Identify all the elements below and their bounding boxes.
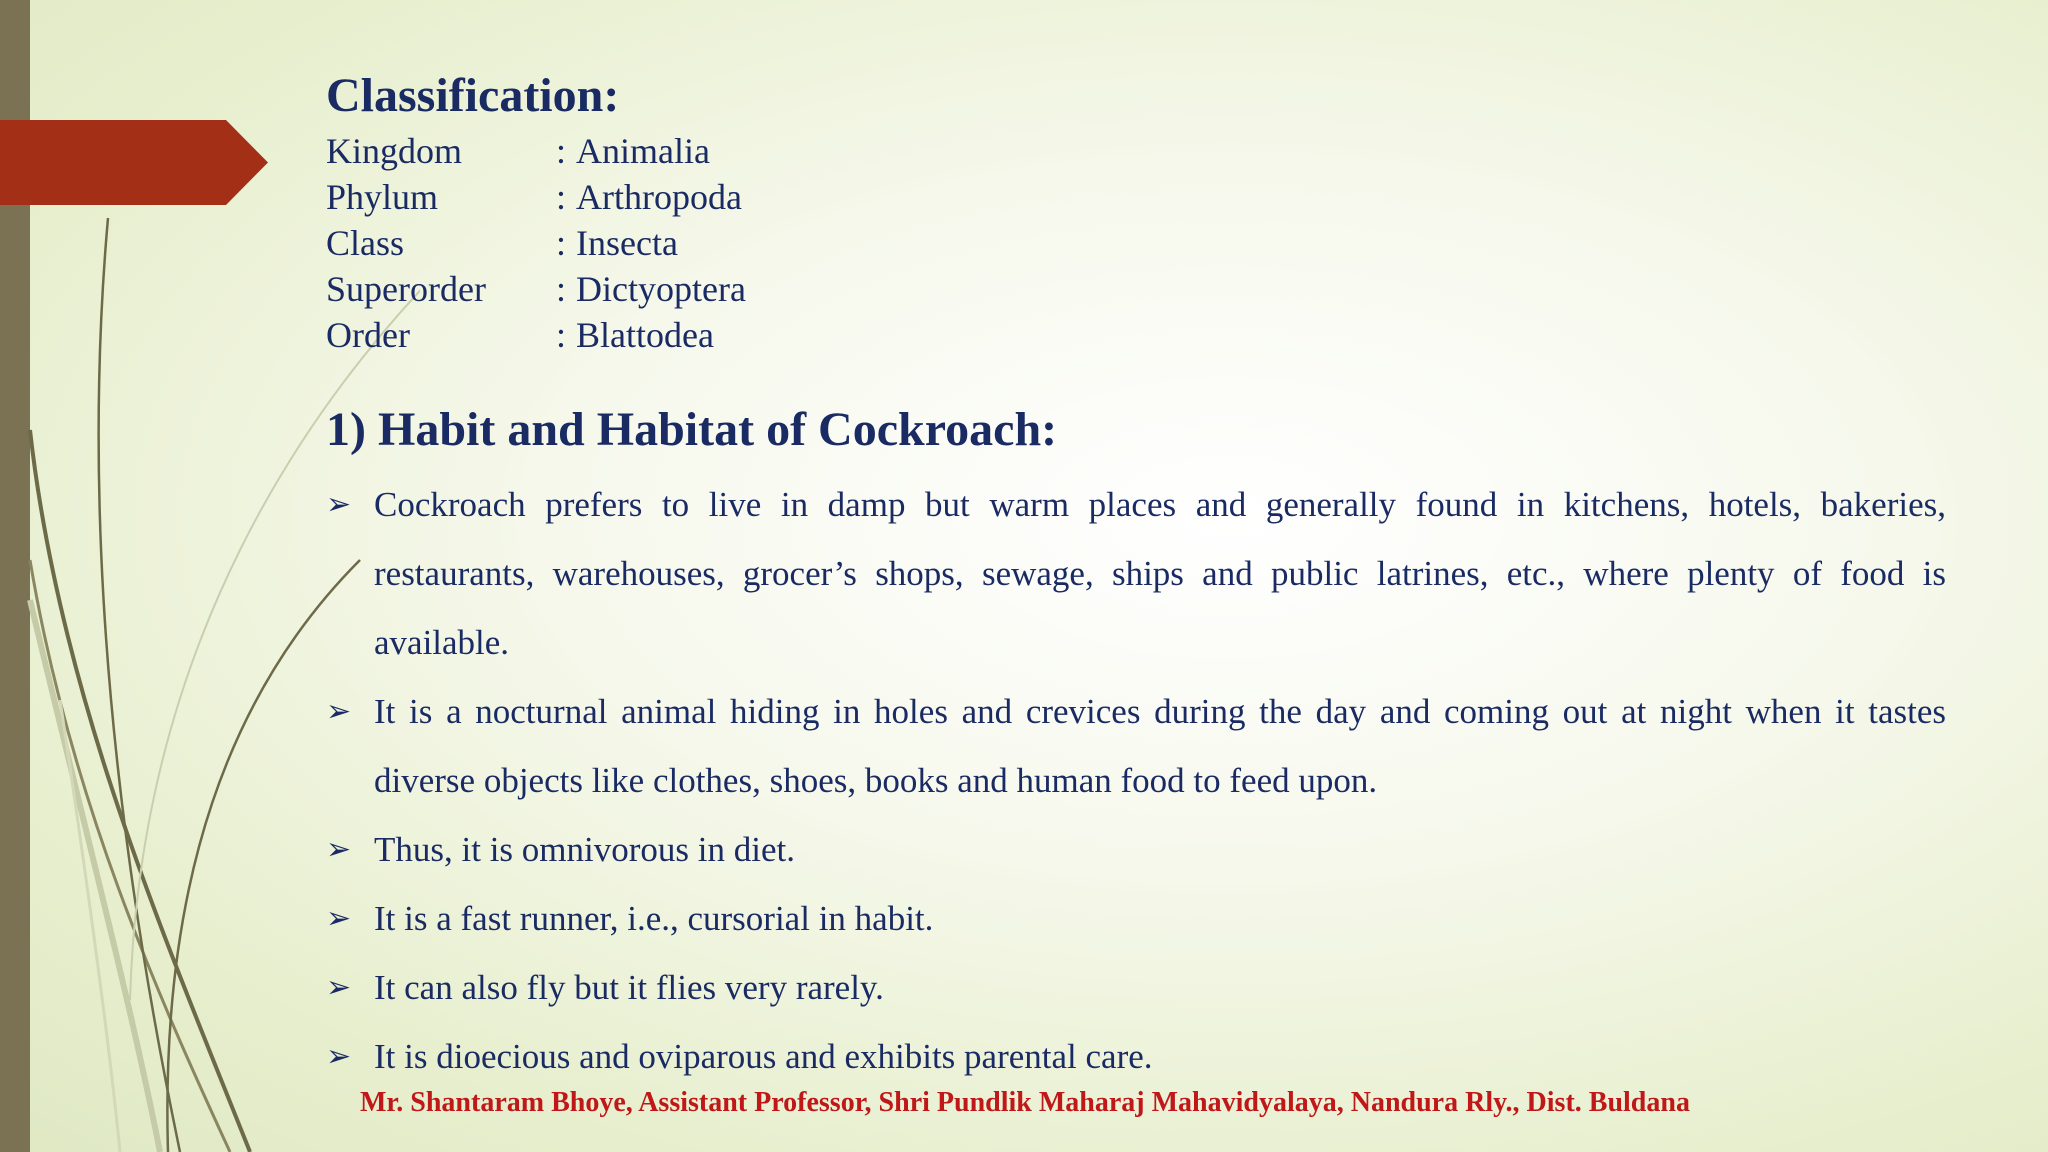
classification-rank: Superorder: [326, 269, 486, 309]
arrow-bullet-icon: ➢: [326, 901, 352, 936]
arrow-bullet-icon: ➢: [326, 694, 352, 729]
classification-value: Arthropoda: [576, 177, 742, 217]
arrow-bullet-icon: ➢: [326, 487, 352, 522]
bullet-item: [326, 1022, 1946, 1091]
bullet-item: [326, 470, 1946, 677]
author-footer: Mr. Shantaram Bhoye, Assistant Professor, Shri Pundlik Maharaj Mahavidyalaya, Nandura Rly., Dist. Buldana: [360, 1087, 1690, 1118]
classification-rank: Kingdom: [326, 131, 463, 171]
bullet-item: [326, 953, 1946, 1022]
red-arrow-banner: [0, 120, 268, 205]
bullet-text: It is a fast runner, i.e., cursorial in habit.: [374, 899, 934, 938]
bullet-item: [326, 677, 1946, 815]
arrow-bullet-icon: ➢: [326, 970, 352, 1005]
bullet-text: It is dioecious and oviparous and exhibits parental care.: [374, 1037, 1153, 1076]
habit-habitat-title: 1) Habit and Habitat of Cockroach:: [326, 403, 1058, 456]
classification-rank: Class: [326, 223, 405, 263]
classification-colon: :: [556, 269, 567, 309]
classification-rank: Phylum: [326, 177, 439, 217]
habit-bullet-list: [326, 470, 1946, 1091]
arrow-bullet-icon: ➢: [326, 1039, 352, 1074]
classification-value: Animalia: [576, 131, 710, 171]
classification-colon: :: [556, 315, 567, 355]
bullet-item: [326, 884, 1946, 953]
classification-colon: :: [556, 223, 567, 263]
bullet-item: [326, 815, 1946, 884]
classification-rank: Order: [326, 315, 410, 355]
classification-colon: :: [556, 131, 567, 171]
classification-value: Blattodea: [576, 315, 714, 355]
bullet-text: It can also fly but it flies very rarely.: [374, 968, 884, 1007]
classification-colon: :: [556, 177, 567, 217]
classification-title: Classification:: [326, 69, 620, 122]
bullet-text: It is a nocturnal animal hiding in holes and crevices during the day and coming out at night when it tastes diverse objects like clothes, shoes, books and human food to feed upon.: [374, 692, 1946, 800]
bullet-text: Cockroach prefers to live in damp but warm places and generally found in kitchens, hotels, bakeries, restaurants, warehouses, grocer’s shops, sewage, ships and public latrines, etc., where plenty of food is available.: [374, 485, 1946, 662]
classification-value: Dictyoptera: [576, 269, 746, 309]
classification-value: Insecta: [576, 223, 678, 263]
bullet-text: Thus, it is omnivorous in diet.: [374, 830, 795, 869]
arrow-bullet-icon: ➢: [326, 832, 352, 867]
